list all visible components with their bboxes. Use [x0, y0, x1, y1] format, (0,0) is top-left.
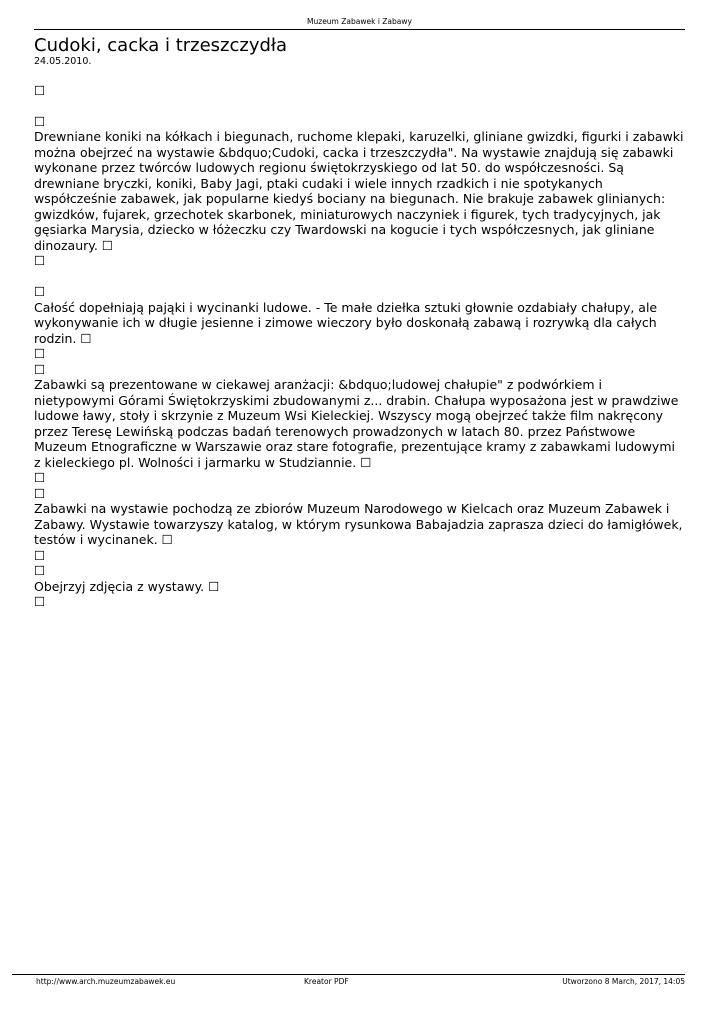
placeholder-icon: ☐: [34, 470, 46, 485]
image-placeholder-icon: ☐: [34, 113, 46, 129]
placeholder-icon: ☐: [34, 284, 46, 299]
footer-created: Utworzono 8 March, 2017, 14:05: [562, 977, 685, 986]
placeholder-icon: ☐: [34, 361, 46, 377]
placeholder-icon: ☐: [34, 253, 46, 268]
footer-url[interactable]: http://www.arch.muzeumzabawek.eu: [36, 977, 176, 986]
paragraph: [34, 501, 685, 548]
placeholder-icon: ☐: [101, 237, 114, 253]
paragraph: [34, 300, 685, 347]
image-placeholder-icon: ☐: [34, 82, 46, 98]
placeholder-icon: ☐: [360, 454, 372, 470]
footer-generator: Kreator PDF: [304, 977, 349, 986]
spacer: [34, 67, 685, 83]
spacer: [34, 98, 685, 114]
gallery-link-paragraph: [34, 579, 685, 595]
placeholder-icon: ☐: [34, 346, 46, 361]
placeholder-icon: ☐: [80, 330, 92, 346]
paragraph-text: Drewniane koniki na kółkach i biegunach, ruchome klepaki, karuzelki, gliniane gwizdki, figurki i zabawki można obejrzeć na wystawie &bdquo;Cudoki, cacka i trzeszczydła". Na wystawie znajdują się zabawki wykonane przez twórców ludowych regionu świętokrzyskiego od lat 50. do współczesności. Są drewniane bryczki, koniki, Baby Jagi, ptaki cudaki i wiele innych rzadkich i nie spotykanych współcześnie zabawek, jak popularne kiedyś bociany na biegunach. Nie brakuje zabawek glinianych: gwizdków, fujarek, grzechotek skarbonek, miniaturowych naczyniek i figurek, tych tradycyjnych, jak gęsiarka Marysia, dziecko w łóżeczku czy Twardowski na kogucie i tych współczesnych, jak gliniane dinozaury.: [34, 129, 684, 253]
paragraph-text: Całość dopełniają pająki i wycinanki ludowe. - Te małe dziełka sztuki głownie ozdabiały chałupy, ale wykonywanie ich w długie jesienne i zimowe wieczory było doskonałą zabawą i rozrywką dla całych rodzin.: [34, 299, 658, 346]
placeholder-icon: ☐: [34, 594, 46, 609]
gallery-link[interactable]: Obejrzyj zdjęcia z wystawy.: [34, 578, 205, 594]
site-name: Muzeum Zabawek i Zabawy: [307, 17, 412, 26]
paragraph-text: Zabawki na wystawie pochodzą ze zbiorów Muzeum Narodowego w Kielcach oraz Muzeum Zabawek i Zabawy. Wystawie towarzyszy katalog, w którym rysunkowa Babajadzia zaprasza dzieci do łamigłówek, testów i wycinanek.: [34, 501, 683, 547]
placeholder-icon: ☐: [34, 563, 46, 578]
placeholder-icon: ☐: [161, 532, 173, 547]
placeholder-icon: ☐: [208, 578, 220, 594]
page-header: [34, 16, 685, 30]
article-title: Cudoki, cacka i trzeszczydła: [34, 35, 288, 56]
paragraph: [34, 129, 685, 253]
article: [34, 36, 685, 610]
placeholder-icon: ☐: [34, 485, 46, 501]
page-footer: [12, 974, 685, 987]
placeholder-icon: ☐: [34, 547, 46, 563]
article-date: 24.05.2010.: [34, 56, 92, 67]
paragraph-text: Zabawki są prezentowane w ciekawej aranżacji: &bdquo;ludowej chałupie" z podwórkiem i nietypowymi Górami Świętokrzyskimi zbudowanymi z... drabin. Chałupa wyposażona jest w prawdziwe ludowe ławy, stoły i skrzynie z Muzeum Wsi Kieleckiej. Wszyscy mogą obejrzeć także film nakręcony przez Teresę Lewińską podczas badań terenowych prowadzonych w latach 80. przez Państwowe Muzeum Etnograficzne w Warszawie oraz stare fotografie, prezentujące kramy z zabawkami ludowymi z kieleckiego pl. Wolności i jarmarku w Studziannie.: [34, 377, 679, 470]
spacer: [34, 269, 685, 285]
paragraph: [34, 377, 685, 470]
